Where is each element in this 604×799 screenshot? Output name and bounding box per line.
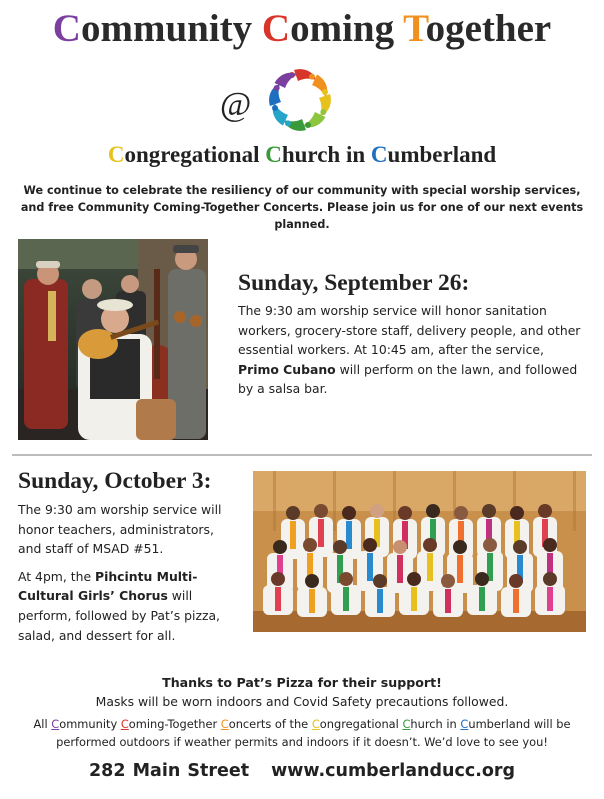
event1-heading: Sunday, September 26:: [238, 270, 470, 296]
weather-text-congregational: ongregational: [319, 717, 403, 731]
chorus-photo: [253, 471, 586, 632]
church-name: [0, 142, 604, 168]
at-sign: @: [220, 86, 252, 123]
event1-text-b: will perform on the lawn, and followed by a salsa bar.: [238, 361, 578, 397]
covid-notice: Masks will be worn indoors and Covid Safety precautions followed.: [95, 694, 509, 709]
weather-notice-line-2: performed outdoors if weather permits and indoors if it doesn’t. We’d love to see you!: [56, 735, 548, 749]
weather-text-cumberland: umberland will be: [468, 717, 571, 731]
church-initial-c1: C: [107, 142, 125, 167]
church-word-church: hurch in: [281, 142, 371, 167]
title-word-community: ommunity: [80, 7, 262, 50]
event2-text-b: will perform, followed by Pat’s pizza, salad, and dessert for all.: [18, 588, 221, 643]
title-word-coming: oming: [290, 7, 404, 50]
website-link[interactable]: www.cumberlanducc.org: [271, 761, 516, 781]
intro-text: [0, 182, 604, 233]
initial-c-concerts: C: [220, 717, 229, 731]
church-initial-c2: C: [265, 142, 282, 167]
initial-c-church: C: [402, 717, 411, 731]
intro-line-1: We continue to celebrate the resiliency of our community with special worship services,: [23, 184, 581, 197]
title-initial-c1: C: [52, 7, 81, 50]
title-initial-t: T: [403, 7, 426, 50]
title-word-together: ogether: [425, 7, 552, 50]
event2-para1: The 9:30 am worship service will honor teachers, administrators, and staff of MSAD #51.: [18, 502, 222, 557]
title-initial-c2: C: [261, 7, 291, 50]
church-word-congregational: ongregational: [124, 142, 266, 167]
event1-performer: Primo Cubano: [238, 361, 336, 377]
initial-c-congregational: C: [311, 717, 320, 731]
weather-text-coming: oming-Together: [128, 717, 221, 731]
initial-c-coming: C: [120, 717, 129, 731]
event2-heading: Sunday, October 3:: [18, 468, 212, 494]
weather-text-concerts: oncerts of the: [228, 717, 312, 731]
event2-description: [18, 500, 233, 645]
intro-line-2: and free Community Coming-Together Concerts. Please join us for one of our next events planned.: [20, 201, 584, 231]
footer-contact: [0, 761, 604, 781]
weather-text-community: ommunity: [59, 717, 121, 731]
band-photo: [18, 239, 208, 440]
event1-description: [238, 301, 588, 399]
event2-performer: Pihcintu Multi-Cultural Girls’ Chorus: [18, 568, 198, 604]
event2-text-a: At 4pm, the: [18, 568, 96, 584]
street-address: 282 Main Street: [88, 761, 250, 781]
sponsor-thanks: Thanks to Pat’s Pizza for their support!: [162, 675, 442, 690]
weather-notice: [0, 715, 604, 751]
weather-notice-line-1: [0, 715, 604, 733]
church-word-cumberland: umberland: [387, 142, 497, 167]
initial-c-community: C: [51, 717, 60, 731]
church-initial-c3: C: [370, 142, 388, 167]
hands-circle-logo-icon: [266, 66, 334, 134]
weather-text-all: All: [33, 717, 52, 731]
weather-text-church: hurch in: [410, 717, 461, 731]
flyer-title: [0, 6, 604, 51]
initial-c-cumberland: C: [460, 717, 469, 731]
event1-text-a: The 9:30 am worship service will honor sanitation workers, grocery-store staff, delivery people, and other essential workers. At 10:45 am, after the service,: [238, 303, 581, 358]
section-divider: [12, 454, 592, 456]
